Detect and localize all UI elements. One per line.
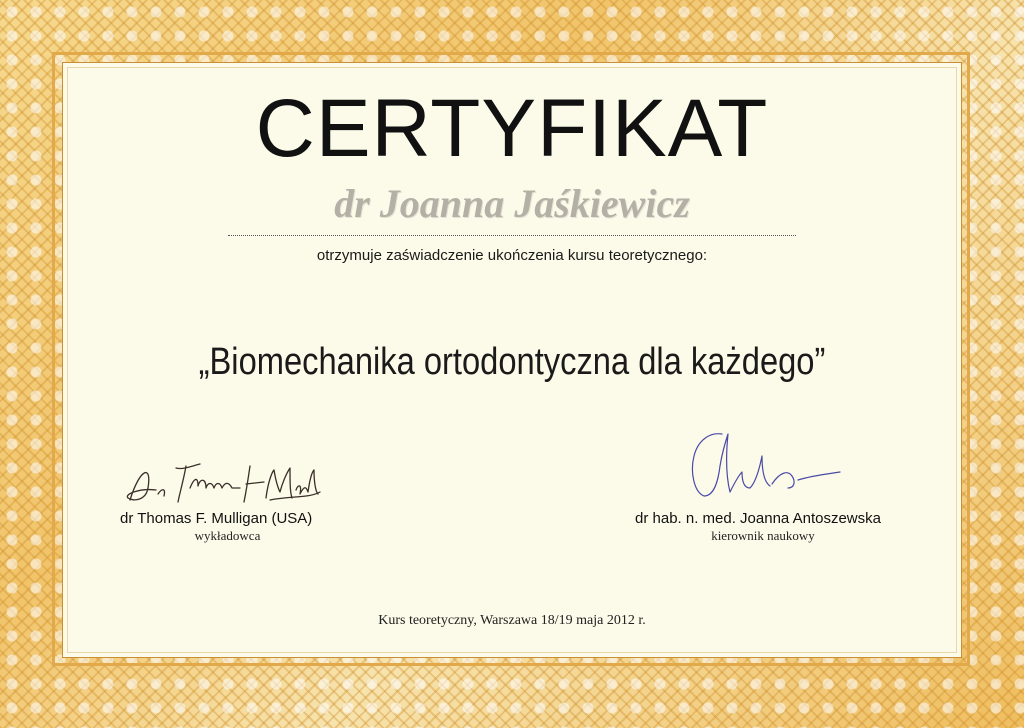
course-title: „Biomechanika ortodontyczna dla każdego” [198, 341, 826, 383]
signature-right [680, 426, 850, 502]
certificate-statement: otrzymuje zaświadczenie ukończenia kursu teoretycznego: [316, 247, 708, 264]
signatory-left-name: dr Thomas F. Mulligan (USA) [120, 510, 313, 527]
signature-left [120, 458, 325, 510]
course-footer: Kurs teoretyczny, Warszawa 18/19 maja 2012 r. [378, 613, 646, 628]
recipient-name: dr Joanna Jaśkiewicz [334, 181, 690, 226]
recipient-dotted-line [228, 235, 796, 236]
signatory-right-role: kierownik naukowy [711, 528, 815, 543]
signatory-right-name: dr hab. n. med. Joanna Antoszewska [635, 510, 881, 527]
signatory-left-role: wykładowca [194, 528, 261, 543]
certificate-title: CERTYFIKAT [255, 83, 769, 174]
